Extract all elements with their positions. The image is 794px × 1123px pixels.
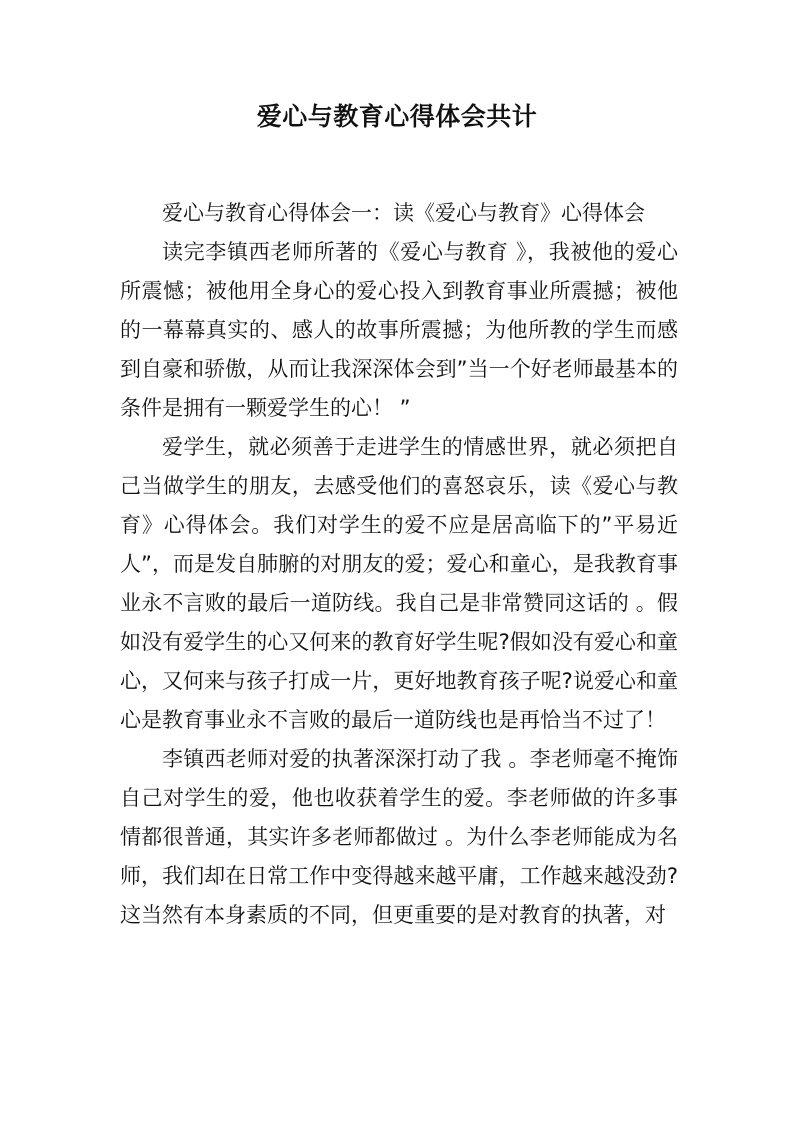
document-body [120, 194, 678, 935]
body-paragraph: 读完李镇西老师所著的《爱心与教育 》，我被他的爱心所震憾；被他用全身心的爱心投入到教育事业所震撼；被他的一幕幕真实的、感人的故事所震撼；为他所教的学生而感到自豪和骄傲，从而让我深深体会到”当一个好老师最基本的条件是拥有一颗爱学生的心！ ” [120, 240, 678, 420]
subheading-paragraph: 爱心与教育心得体会一：读《爱心与教育》心得体会 [162, 201, 645, 225]
body-paragraph: 李镇西老师对爱的执著深深打动了我 。李老师毫不掩饰自己对学生的爱，他也收获着学生的爱。李老师做的许多事情都很普通，其实许多老师都做过 。为什么李老师能成为名师，我们却在日常工作中变得越来越平庸，工作越来越没劲?这当然有本身素质的不同，但更重要的是对教育的执著，对 [120, 747, 678, 927]
body-paragraph: 爱学生，就必须善于走进学生的情感世界，就必须把自己当做学生的朋友，去感受他们的喜怒哀乐，读《爱心与教育》心得体会。我们对学生的爱不应是居高临下的”平易近人”，而是发自肺腑的对朋友的爱；爱心和童心，是我教育事业永不言败的最后一道防线。我自己是非常赞同这话的 。假如没有爱学生的心又何来的教育好学生呢?假如没有爱心和童心，又何来与孩子打成一片，更好地教育孩子呢?说爱心和童心是教育事业永不言败的最后一道防线也是再恰当不过了！ [120, 435, 678, 732]
document-title: 爱心与教育心得体会共计 [256, 102, 538, 131]
